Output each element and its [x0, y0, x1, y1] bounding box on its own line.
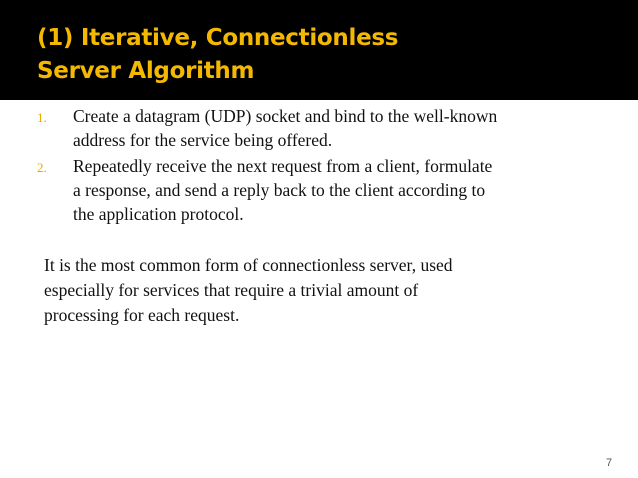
step-2-number: 2.	[37, 160, 47, 175]
step-1-number: 1.	[37, 110, 47, 125]
step-1-line-2: address for the service being offered.	[73, 130, 333, 150]
summary-line-1: It is the most common form of connectionless server, used	[44, 255, 453, 275]
page-number: 7	[606, 457, 613, 469]
step-1-line-1: Create a datagram (UDP) socket and bind to the well-known	[73, 106, 498, 126]
steps-list	[0, 104, 593, 228]
slide-title	[37, 22, 398, 88]
step-2-line-3: the application protocol.	[73, 204, 244, 224]
step-2-line-1: Repeatedly receive the next request from a client, formulate	[73, 156, 493, 176]
summary-line-2: especially for services that require a trivial amount of	[44, 280, 419, 300]
summary-paragraph	[44, 253, 584, 328]
title-bar	[0, 0, 638, 100]
summary-line-3: processing for each request.	[44, 305, 240, 325]
step-2	[0, 154, 593, 226]
slide-title-line-2: Server Algorithm	[37, 58, 255, 84]
slide-title-line-1: (1) Iterative, Connectionless	[37, 25, 399, 51]
step-1	[0, 104, 593, 152]
step-2-line-2: a response, and send a reply back to the client according to	[73, 180, 486, 200]
